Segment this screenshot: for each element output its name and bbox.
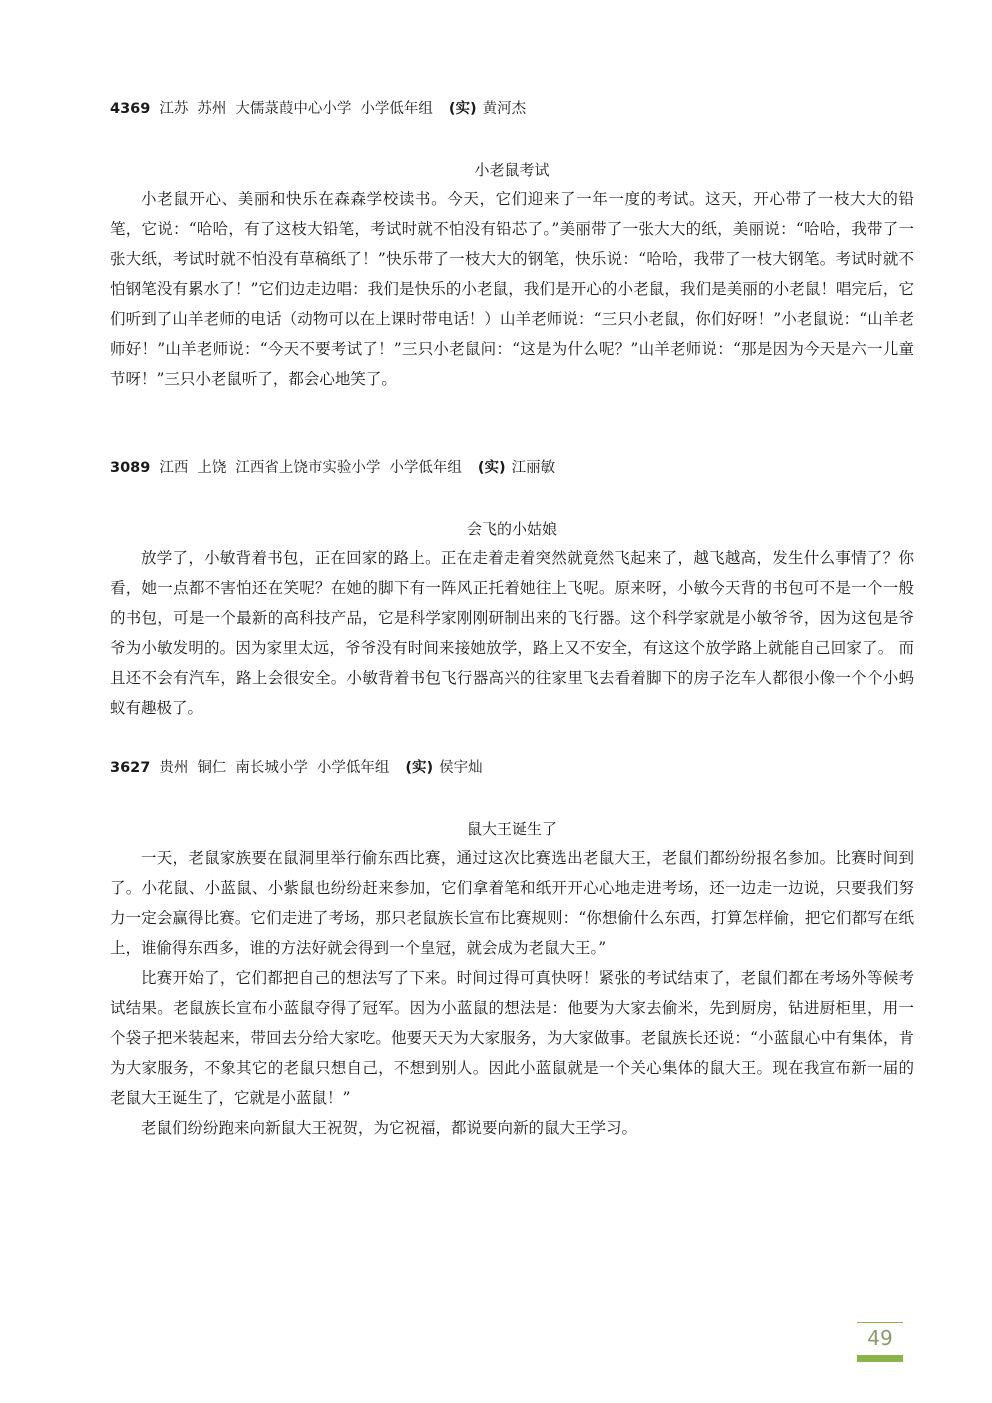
- story-body: [110, 184, 914, 394]
- entry-id: 4369: [110, 101, 151, 117]
- story-paragraph: 小老鼠开心、美丽和快乐在森森学校读书。今天，它们迎来了一年一度的考试。这天，开心带了一枝大大的铅笔，它说：“哈哈，有了这枝大铅笔，考试时就不怕没有铅芯了。”美丽带了一张大大的纸，美丽说：“哈哈，我带了一张大纸，考试时就不怕没有草稿纸了！”快乐带了一枝大大的钢笔，快乐说：“哈哈，我带了一枝大钢笔。考试时就不怕钢笔没有累水了！”它们边走边唱：我们是快乐的小老鼠，我们是开心的小老鼠，我们是美丽的小老鼠！唱完后，它们听到了山羊老师的电话（动物可以在上课时带电话！）山羊老师说：“三只小老鼠，你们好呀！”小老鼠说：“山羊老师好！”山羊老师说：“今天不要考试了！”三只小老鼠问：“这是为什么呢？”山羊老师说：“那是因为今天是六一儿童节呀！”三只小老鼠听了，都会心地笑了。: [110, 190, 914, 388]
- entry-author: 侯宇灿: [439, 760, 483, 776]
- entry-school: 江西省上饶市实验小学: [235, 460, 381, 476]
- entry-author: 黄河杰: [482, 101, 527, 117]
- entry-school: 南长城小学: [235, 760, 308, 776]
- page-number: 49: [867, 1326, 893, 1350]
- story-body: [110, 843, 914, 1143]
- story-paragraph: 比赛开始了，它们都把自己的想法写了下来。时间过得可真快呀！紧张的考试结束了，老鼠们都在考场外等候考试结果。老鼠族长宣布小蓝鼠夺得了冠军。因为小蓝鼠的想法是：他要为大家去偷米，先到厨房，钻进厨柜里，用一个袋子把米装起来，带回去分给大家吃。他要天天为大家服务，为大家做事。老鼠族长还说：“小蓝鼠心中有集体，肯为大家服务，不象其它的老鼠只想自己，不想到别人。因此小蓝鼠就是一个关心集体的鼠大王。现在我宣布新一届的老鼠大王诞生了，它就是小蓝鼠！”: [110, 969, 914, 1107]
- entry-header: [110, 99, 526, 119]
- story-title: 小老鼠考试: [474, 161, 550, 179]
- entry-type: (实): [448, 101, 477, 117]
- entry-group: 小学低年组: [316, 760, 390, 776]
- entry-type: (实): [405, 760, 434, 776]
- page-number-bar: [857, 1355, 903, 1362]
- entry-group: 小学低年组: [389, 460, 462, 476]
- entry-header: [110, 758, 483, 778]
- entry-city: 上饶: [197, 460, 227, 476]
- entry-province: 贵州: [159, 760, 189, 776]
- story-paragraph: 一天，老鼠家族要在鼠洞里举行偷东西比赛，通过这次比赛选出老鼠大王，老鼠们都纷纷报名参加。比赛时间到了。小花鼠、小蓝鼠、小紫鼠也纷纷赶来参加，它们拿着笔和纸开开心心地走进考场，还一边走一边说，只要我们努力一定会赢得比赛。它们走进了考场，那只老鼠族长宣布比赛规则：“你想偷什么东西，打算怎样偷，把它们都写在纸上，谁偷得东西多，谁的方法好就会得到一个皇冠，就会成为老鼠大王。”: [110, 849, 914, 957]
- story-paragraph: 老鼠们纷纷跑来向新鼠大王祝贺，为它祝福，都说要向新的鼠大王学习。: [141, 1119, 638, 1137]
- entry-group: 小学低年组: [360, 101, 433, 117]
- entry-author: 江丽敏: [511, 460, 556, 476]
- entry-city: 苏州: [197, 101, 227, 117]
- entry-province: 江苏: [159, 101, 189, 117]
- entry-school: 大儒菉葭中心小学: [235, 101, 352, 117]
- page-number-top-rule: [857, 1322, 903, 1323]
- entry-city: 铜仁: [197, 760, 227, 776]
- entry-type: (实): [477, 460, 506, 476]
- story-paragraph: 放学了，小敏背着书包，正在回家的路上。正在走着走着突然就竟然飞起来了，越飞越高，发生什么事情了？你看，她一点都不害怕还在笑呢？在她的脚下有一阵风正托着她往上飞呢。原来呀，小敏今天背的书包可不是一个一般的书包，可是一个最新的高科技产品，它是科学家刚刚研制出来的飞行器。这个科学家就是小敏爷爷，因为这包是爷爷为小敏发明的。因为家里太远，爷爷没有时间来接她放学，路上又不安全，有这这个放学路上就能自己回家了。 而且还不会有汽车，路上会很安全。小敏背着书包飞行器高兴的往家里飞去看着脚下的房子汔车人都很小像一个个小蚂蚁有趣极了。: [110, 549, 914, 717]
- entry-id: 3627: [110, 760, 151, 776]
- entry-id: 3089: [110, 460, 151, 476]
- story-title: 会飞的小姑娘: [466, 520, 557, 538]
- page-number-box: [857, 1322, 903, 1362]
- story-title: 鼠大王诞生了: [466, 820, 557, 838]
- entry-province: 江西: [159, 460, 189, 476]
- story-body: [110, 543, 914, 723]
- entry-header: [110, 458, 555, 478]
